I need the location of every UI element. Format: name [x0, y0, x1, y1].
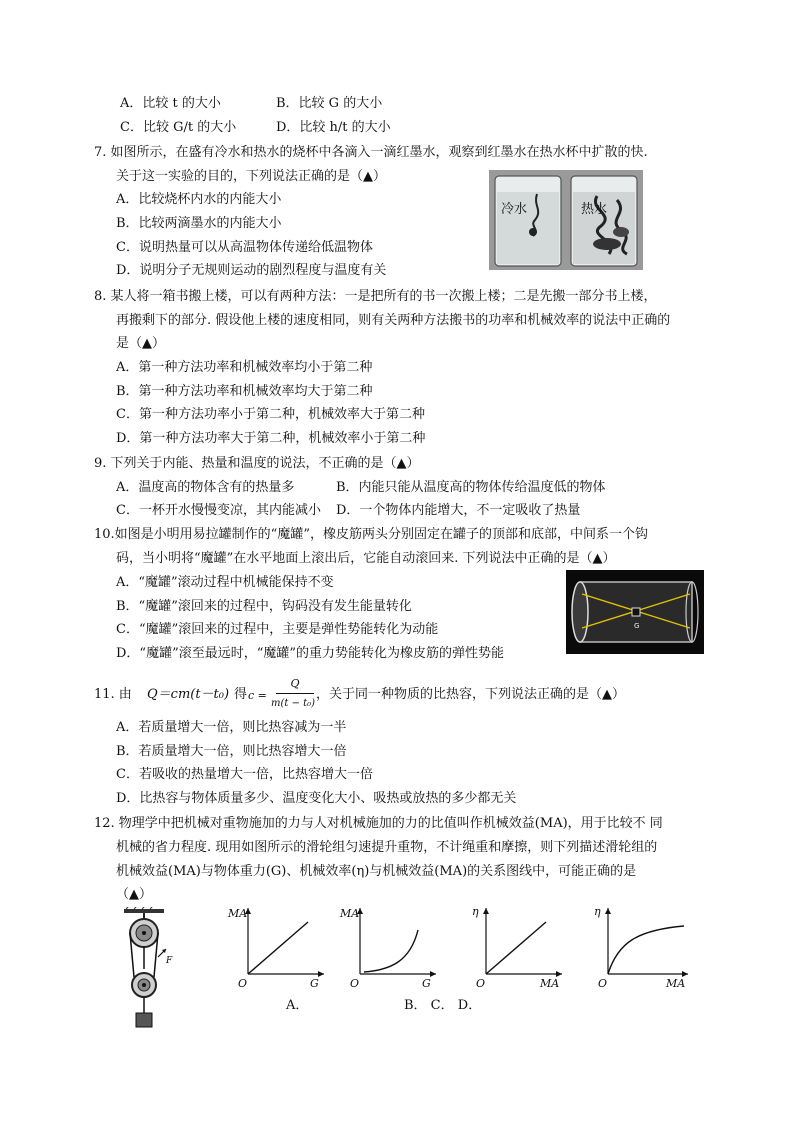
graph-c-x-label: MA	[540, 977, 560, 990]
q9-option-a: A．温度高的物体含有的热量多	[116, 480, 295, 495]
beakers-photo	[489, 170, 643, 270]
q6-option-b: B．比较 G 的大小	[276, 96, 383, 111]
q10-option-a: A．“魔罐”滚动过程中机械能保持不变	[116, 575, 334, 590]
graph-label-a: A．	[286, 998, 309, 1013]
q7-stem-line1: 7. 如图所示，在盛有冷水和热水的烧杯中各滴入一滴红墨水，观察到红墨水在热水杯中扩散的快.	[94, 145, 648, 160]
graph-a-x-label: G	[310, 977, 319, 990]
hot-water-label: 热水	[581, 202, 608, 217]
q11-option-b: B．若质量增大一倍，则比热容增大一倍	[116, 744, 347, 759]
q11-formula-lhs: c =	[248, 689, 267, 702]
q11-de: 得	[234, 687, 248, 702]
q9-option-c: C．一杯开水慢慢变凉，其内能减小	[116, 503, 321, 518]
q8-stem-line3: 是（▲）	[116, 336, 165, 351]
graph-labels-bcd: B． C． D．	[404, 998, 482, 1013]
q7-stem-line2: 关于这一实验的目的，下列说法正确的是（▲）	[116, 169, 386, 184]
q8-option-a: A．第一种方法功率和机械效率均小于第二种	[116, 360, 373, 375]
q7-option-b: B．比较两滴墨水的内能大小	[116, 216, 282, 231]
q7-option-d: D．说明分子无规则运动的剧烈程度与温度有关	[116, 263, 387, 278]
q9-stem: 9. 下列关于内能、热量和温度的说法，不正确的是（▲）	[94, 456, 420, 471]
q8-option-d: D．第一种方法功率大于第二种，机械效率小于第二种	[116, 431, 426, 446]
graph-b-origin: O	[350, 977, 360, 990]
graph-c	[466, 902, 566, 992]
svg-text:G: G	[634, 622, 640, 630]
q6-option-c: C．比较 G/t 的大小	[120, 120, 237, 135]
q11-option-c: C．若吸收的热量增大一倍，比热容增大一倍	[116, 767, 373, 782]
graph-d-origin: O	[598, 977, 608, 990]
q11-prefix: 11. 由	[94, 687, 132, 702]
q12-stem-line3: 机械效益(MA)与物体重力(G)、机械效率(η)与机械效益(MA)的关系图线中，可能正确的是	[116, 864, 637, 879]
q11-formula-heat: Q＝cm(t－t₀)	[147, 687, 230, 702]
q9-option-b: B．内能只能从温度高的物体传给温度低的物体	[336, 480, 606, 495]
graph-d-y-label: η	[594, 905, 601, 918]
q11-stem-suffix: ，关于同一种物质的比热容，下列说法正确的是（▲）	[316, 687, 625, 702]
q7-option-a: A．比较烧杯内水的内能大小	[116, 192, 282, 207]
graph-c-origin: O	[476, 977, 486, 990]
q10-stem-line2: 码，当小明将“魔罐”在水平地面上滚出后，它能自动滚回来. 下列说法中正确的是（▲）	[116, 551, 616, 566]
q9-option-d: D．一个物体内能增大，不一定吸收了热量	[336, 503, 581, 518]
q11-formula-denominator: m(t − t₀)	[271, 698, 316, 709]
graph-d	[588, 902, 692, 992]
pulley-system-diagram	[120, 907, 184, 1035]
q12-stem-line2: 机械的省力程度. 现用如图所示的滑轮组匀速提升重物，不计绳重和摩擦，则下列描述滑轮组的	[116, 840, 658, 855]
q8-stem-line1: 8. 某人将一箱书搬上楼，可以有两种方法：一是把所有的书一次搬上楼；二是先搬一部分书上楼，	[94, 289, 657, 304]
q11-formula-numerator: Q	[290, 677, 300, 690]
magic-can-image	[566, 570, 704, 654]
graph-a	[228, 902, 328, 992]
graph-a-y-label: MA	[228, 907, 248, 920]
q6-option-a: A．比较 t 的大小	[120, 96, 221, 111]
q8-stem-line2: 再搬剩下的部分. 假设他上楼的速度相同，则有关两种方法搬书的功率和机械效率的说法中正确的	[116, 313, 671, 328]
q10-stem-line1: 10.如图是小明用易拉罐制作的“魔罐”，橡皮筋两头分别固定在罐子的顶部和底部，中间系一个钩	[94, 527, 648, 542]
q12-stem-line4: （▲）	[116, 887, 152, 902]
cold-water-label: 冷水	[501, 202, 528, 217]
graph-b-x-label: G	[422, 977, 431, 990]
q11-fraction-bar	[276, 693, 314, 694]
q12-stem-line1: 12. 物理学中把机械对重物施加的力与人对机械施加的力的比值叫作机械效益(MA)，用于比较不 同	[94, 816, 663, 831]
q10-option-b: B．“魔罐”滚回来的过程中，钩码没有发生能量转化	[116, 599, 412, 614]
q10-option-c: C．“魔罐”滚回来的过程中，主要是弹性势能转化为动能	[116, 622, 439, 637]
graph-a-origin: O	[238, 977, 248, 990]
q8-option-c: C．第一种方法功率小于第二种，机械效率大于第二种	[116, 407, 425, 422]
q8-option-b: B．第一种方法功率和机械效率均大于第二种	[116, 384, 373, 399]
q7-option-c: C．说明热量可以从高温物体传递给低温物体	[116, 240, 373, 255]
graph-b-y-label: MA	[340, 907, 360, 920]
force-label: F	[166, 956, 173, 966]
graph-b	[340, 902, 440, 992]
graph-d-x-label: MA	[666, 977, 686, 990]
q11-option-d: D．比热容与物体质量多少、温度变化大小、吸热或放热的多少都无关	[116, 791, 517, 806]
graph-c-y-label: η	[472, 905, 479, 918]
q11-option-a: A．若质量增大一倍，则比热容减为一半	[116, 720, 347, 735]
q10-option-d: D．“魔罐”滚至最远时，“魔罐”的重力势能转化为橡皮筋的弹性势能	[116, 646, 505, 661]
q6-option-d: D．比较 h/t 的大小	[276, 120, 391, 135]
